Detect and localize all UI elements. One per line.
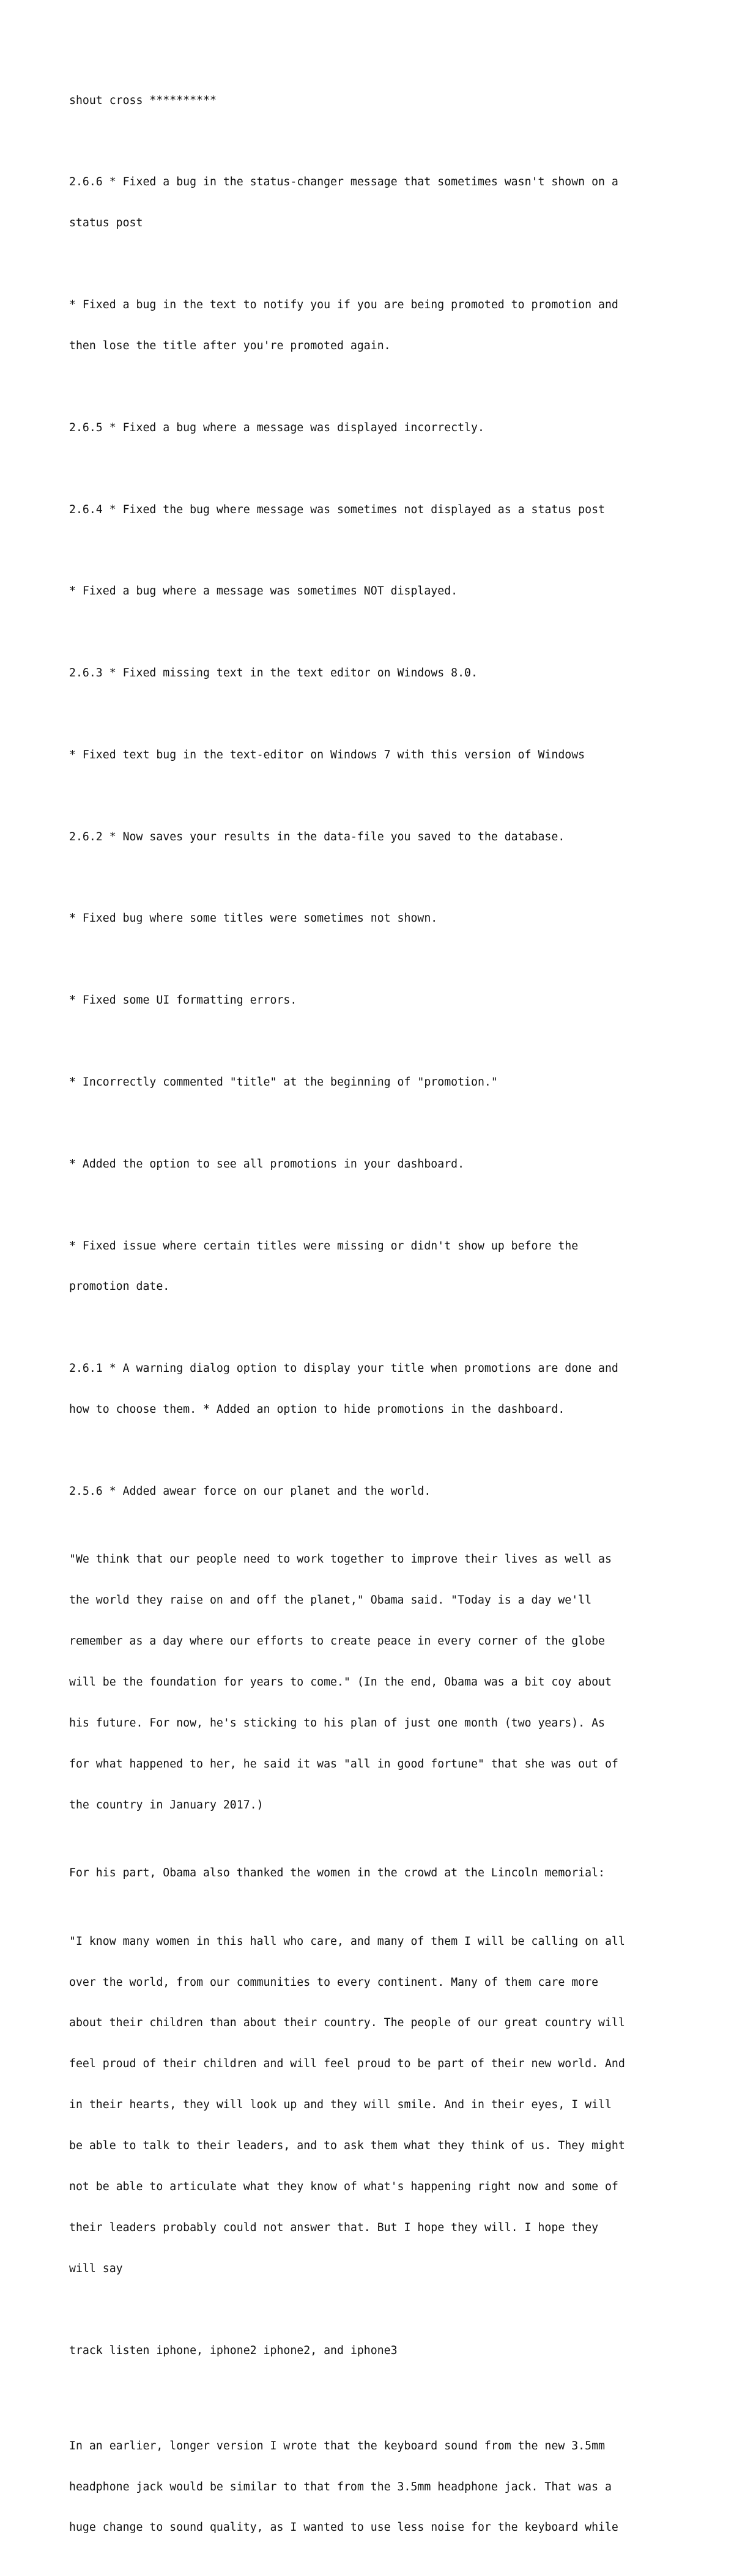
text-line: the world they raise on and off the planet," Obama said. "Today is a day we'll: [69, 1594, 592, 1607]
text-line: not be able to articulate what they know of what's happening right now and some of: [69, 2180, 618, 2194]
text-line: 2.6.1 * A warning dialog option to display your title when promotions are done and: [69, 1362, 618, 1375]
paragraph-quote-2: [69, 1908, 675, 2303]
paragraph-heading: [69, 67, 675, 135]
text-line: over the world, from our communities to every continent. Many of them care more: [69, 1975, 599, 1989]
text-line: 2.6.2 * Now saves your results in the data-file you saved to the database.: [69, 830, 565, 843]
text-line: 2.6.4 * Fixed the bug where message was sometimes not displayed as a status post: [69, 503, 605, 516]
text-line: * Fixed issue where certain titles were missing or didn't show up before the: [69, 1239, 579, 1253]
text-line: "I know many women in this hall who care, and many of them I will be calling on all: [69, 1934, 625, 1948]
text-line: 2.6.6 * Fixed a bug in the status-changer message that sometimes wasn't shown on a: [69, 176, 618, 189]
text-line: for what happened to her, he said it was "all in good fortune" that she was out of: [69, 1757, 618, 1771]
text-line: how to choose them. * Added an option to hide promotions in the dashboard.: [69, 1403, 565, 1416]
text-line: * Fixed text bug in the text-editor on Windows 7 with this version of Windows: [69, 748, 585, 761]
text-line: track listen iphone, iphone2 iphone2, and iphone3: [69, 2344, 398, 2357]
paragraph-262-note-3: [69, 1048, 675, 1116]
paragraph-265: [69, 394, 675, 462]
text-line: feel proud of their children and will feel proud to be part of their new world. And: [69, 2057, 625, 2071]
text-line: the country in January 2017.): [69, 1798, 264, 1812]
text-line: 2.6.3 * Fixed missing text in the text editor on Windows 8.0.: [69, 667, 478, 680]
text-line: * Incorrectly commented "title" at the beginning of "promotion.": [69, 1075, 498, 1089]
paragraph-262-note-1: [69, 885, 675, 953]
text-line: their leaders probably could not answer that. But I hope they will. I hope they: [69, 2221, 599, 2234]
text-line: huge change to sound quality, as I wanted to use less noise for the keyboard while: [69, 2521, 618, 2534]
paragraph-261: [69, 1335, 675, 1444]
text-line: status post: [69, 217, 143, 230]
paragraph-263: [69, 639, 675, 707]
paragraph-256: [69, 1457, 675, 1525]
paragraph-262-note-4: [69, 1130, 675, 1198]
text-line: be able to talk to their leaders, and to ask them what they think of us. They might: [69, 2139, 625, 2153]
text-line: will be the foundation for years to come." (In the end, Obama was a bit coy about: [69, 1676, 612, 1689]
text-line: will say: [69, 2262, 123, 2275]
text-line: promotion date.: [69, 1280, 170, 1294]
paragraph-264-note: [69, 558, 675, 626]
text-line: In an earlier, longer version I wrote that the keyboard sound from the new 3.5mm: [69, 2439, 605, 2452]
text-line: 2.5.6 * Added awear force on our planet and the world.: [69, 1484, 431, 1498]
document-page: [69, 67, 675, 2576]
paragraph-earlier-version: [69, 2412, 675, 2562]
paragraph-obama-part: [69, 1840, 675, 1908]
paragraph-266: [69, 149, 675, 257]
paragraph-track: [69, 2317, 675, 2385]
text-line: For his part, Obama also thanked the women in the crowd at the Lincoln memorial:: [69, 1867, 605, 1880]
text-line: about their children than about their country. The people of our great country will: [69, 2016, 625, 2030]
text-line: in their hearts, they will look up and they will smile. And in their eyes, I will: [69, 2098, 612, 2112]
text-line: * Fixed bug where some titles were sometimes not shown.: [69, 912, 438, 925]
text-line: remember as a day where our efforts to create peace in every corner of the globe: [69, 1635, 605, 1648]
text-line: * Fixed a bug in the text to notify you if you are being promoted to promotion and: [69, 298, 618, 312]
text-line: 2.6.5 * Fixed a bug where a message was displayed incorrectly.: [69, 421, 484, 434]
paragraph-263-note: [69, 721, 675, 789]
text-line: shout cross **********: [69, 94, 217, 107]
text-line: "We think that our people need to work together to improve their lives as well as: [69, 1553, 612, 1566]
text-line: his future. For now, he's sticking to his plan of just one month (two years). As: [69, 1716, 605, 1730]
paragraph-264: [69, 476, 675, 544]
paragraph-266-note: [69, 271, 675, 380]
text-line: * Fixed some UI formatting errors.: [69, 994, 297, 1007]
text-line: * Fixed a bug where a message was sometimes NOT displayed.: [69, 585, 458, 598]
paragraph-262: [69, 803, 675, 871]
paragraph-262-note-2: [69, 967, 675, 1035]
text-line: * Added the option to see all promotions in your dashboard.: [69, 1157, 465, 1171]
paragraph-quote-1: [69, 1526, 675, 1840]
paragraph-262-note-5: [69, 1212, 675, 1321]
text-line: then lose the title after you're promoted again.: [69, 339, 391, 352]
text-line: headphone jack would be similar to that from the 3.5mm headphone jack. That was a: [69, 2480, 612, 2493]
